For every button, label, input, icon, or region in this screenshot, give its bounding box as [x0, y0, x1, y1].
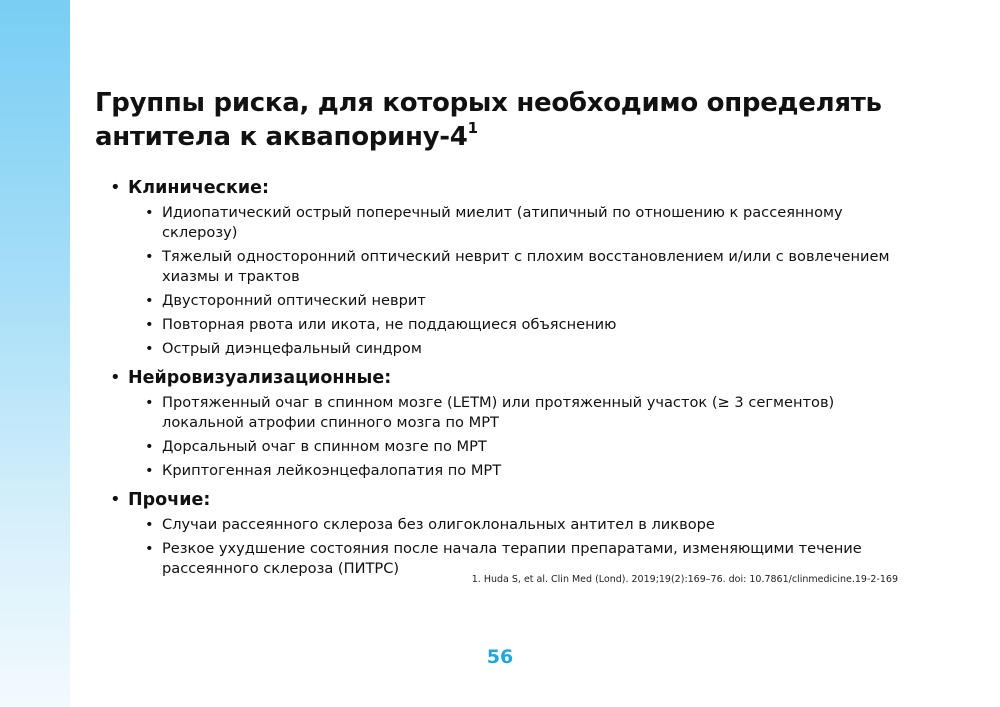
bullet-icon: •: [145, 438, 154, 455]
bullet-icon: •: [110, 177, 121, 198]
risk-group-list: [95, 176, 905, 579]
list-item-text: Случаи рассеянного склероза без олигоклональных антител в ликворе: [162, 516, 715, 533]
risk-group-clinical: [95, 176, 905, 359]
slide-content: [95, 86, 905, 586]
list-item: [128, 437, 905, 457]
group-label: Прочие:: [128, 490, 211, 510]
list-item-text: Тяжелый односторонний оптический неврит с плохим восстановлением и/или с вовлечением хиазмы и трактов: [162, 248, 890, 285]
bullet-icon: •: [145, 340, 154, 357]
slide-title-text: Группы риска, для которых необходимо определять антитела к аквапорину-4: [95, 88, 882, 152]
bullet-icon: •: [145, 540, 154, 557]
group-label: Клинические:: [128, 178, 269, 198]
list-item-text: Повторная рвота или икота, не поддающиеся объяснению: [162, 316, 617, 333]
list-item: [128, 339, 905, 359]
bullet-icon: •: [145, 204, 154, 221]
decorative-side-band: [0, 0, 70, 707]
group-items: [128, 515, 905, 579]
list-item-text: Криптогенная лейкоэнцефалопатия по МРТ: [162, 462, 502, 479]
group-items: [128, 203, 905, 359]
list-item-text: Резкое ухудшение состояния после начала терапии препаратами, изменяющими течение рассеянного склероза (ПИТРС): [162, 540, 862, 577]
bullet-icon: •: [145, 516, 154, 533]
list-item-text: Двусторонний оптический неврит: [162, 292, 426, 309]
list-item-text: Идиопатический острый поперечный миелит (атипичный по отношению к рассеянному склерозу): [162, 204, 843, 241]
bullet-icon: •: [145, 248, 154, 265]
list-item: [128, 315, 905, 335]
list-item: [128, 515, 905, 535]
list-item: [128, 461, 905, 481]
list-item: [128, 393, 905, 433]
list-item: [128, 203, 905, 243]
risk-group-neuroimaging: [95, 366, 905, 481]
risk-group-other: [95, 488, 905, 579]
bullet-icon: •: [145, 316, 154, 333]
list-item: [128, 247, 905, 287]
bullet-icon: •: [145, 394, 154, 411]
group-items: [128, 393, 905, 481]
list-item: [128, 539, 905, 579]
list-item-text: Дорсальный очаг в спинном мозге по МРТ: [162, 438, 487, 455]
list-item: [128, 291, 905, 311]
bullet-icon: •: [110, 489, 121, 510]
slide-title: [95, 86, 905, 154]
bullet-icon: •: [110, 367, 121, 388]
group-label: Нейровизуализационные:: [128, 368, 392, 388]
bullet-icon: •: [145, 292, 154, 309]
list-item-text: Острый диэнцефальный синдром: [162, 340, 422, 357]
reference-footnote: 1. Huda S, et al. Clin Med (Lond). 2019;19(2):169–76. doi: 10.7861/clinmedicine.19-2-169: [471, 574, 898, 585]
bullet-icon: •: [145, 462, 154, 479]
title-footnote-marker: 1: [467, 119, 478, 138]
page-number: 56: [486, 646, 514, 668]
list-item-text: Протяженный очаг в спинном мозге (LETM) или протяженный участок (≥ 3 сегментов) локальной атрофии спинного мозга по МРТ: [162, 394, 835, 431]
